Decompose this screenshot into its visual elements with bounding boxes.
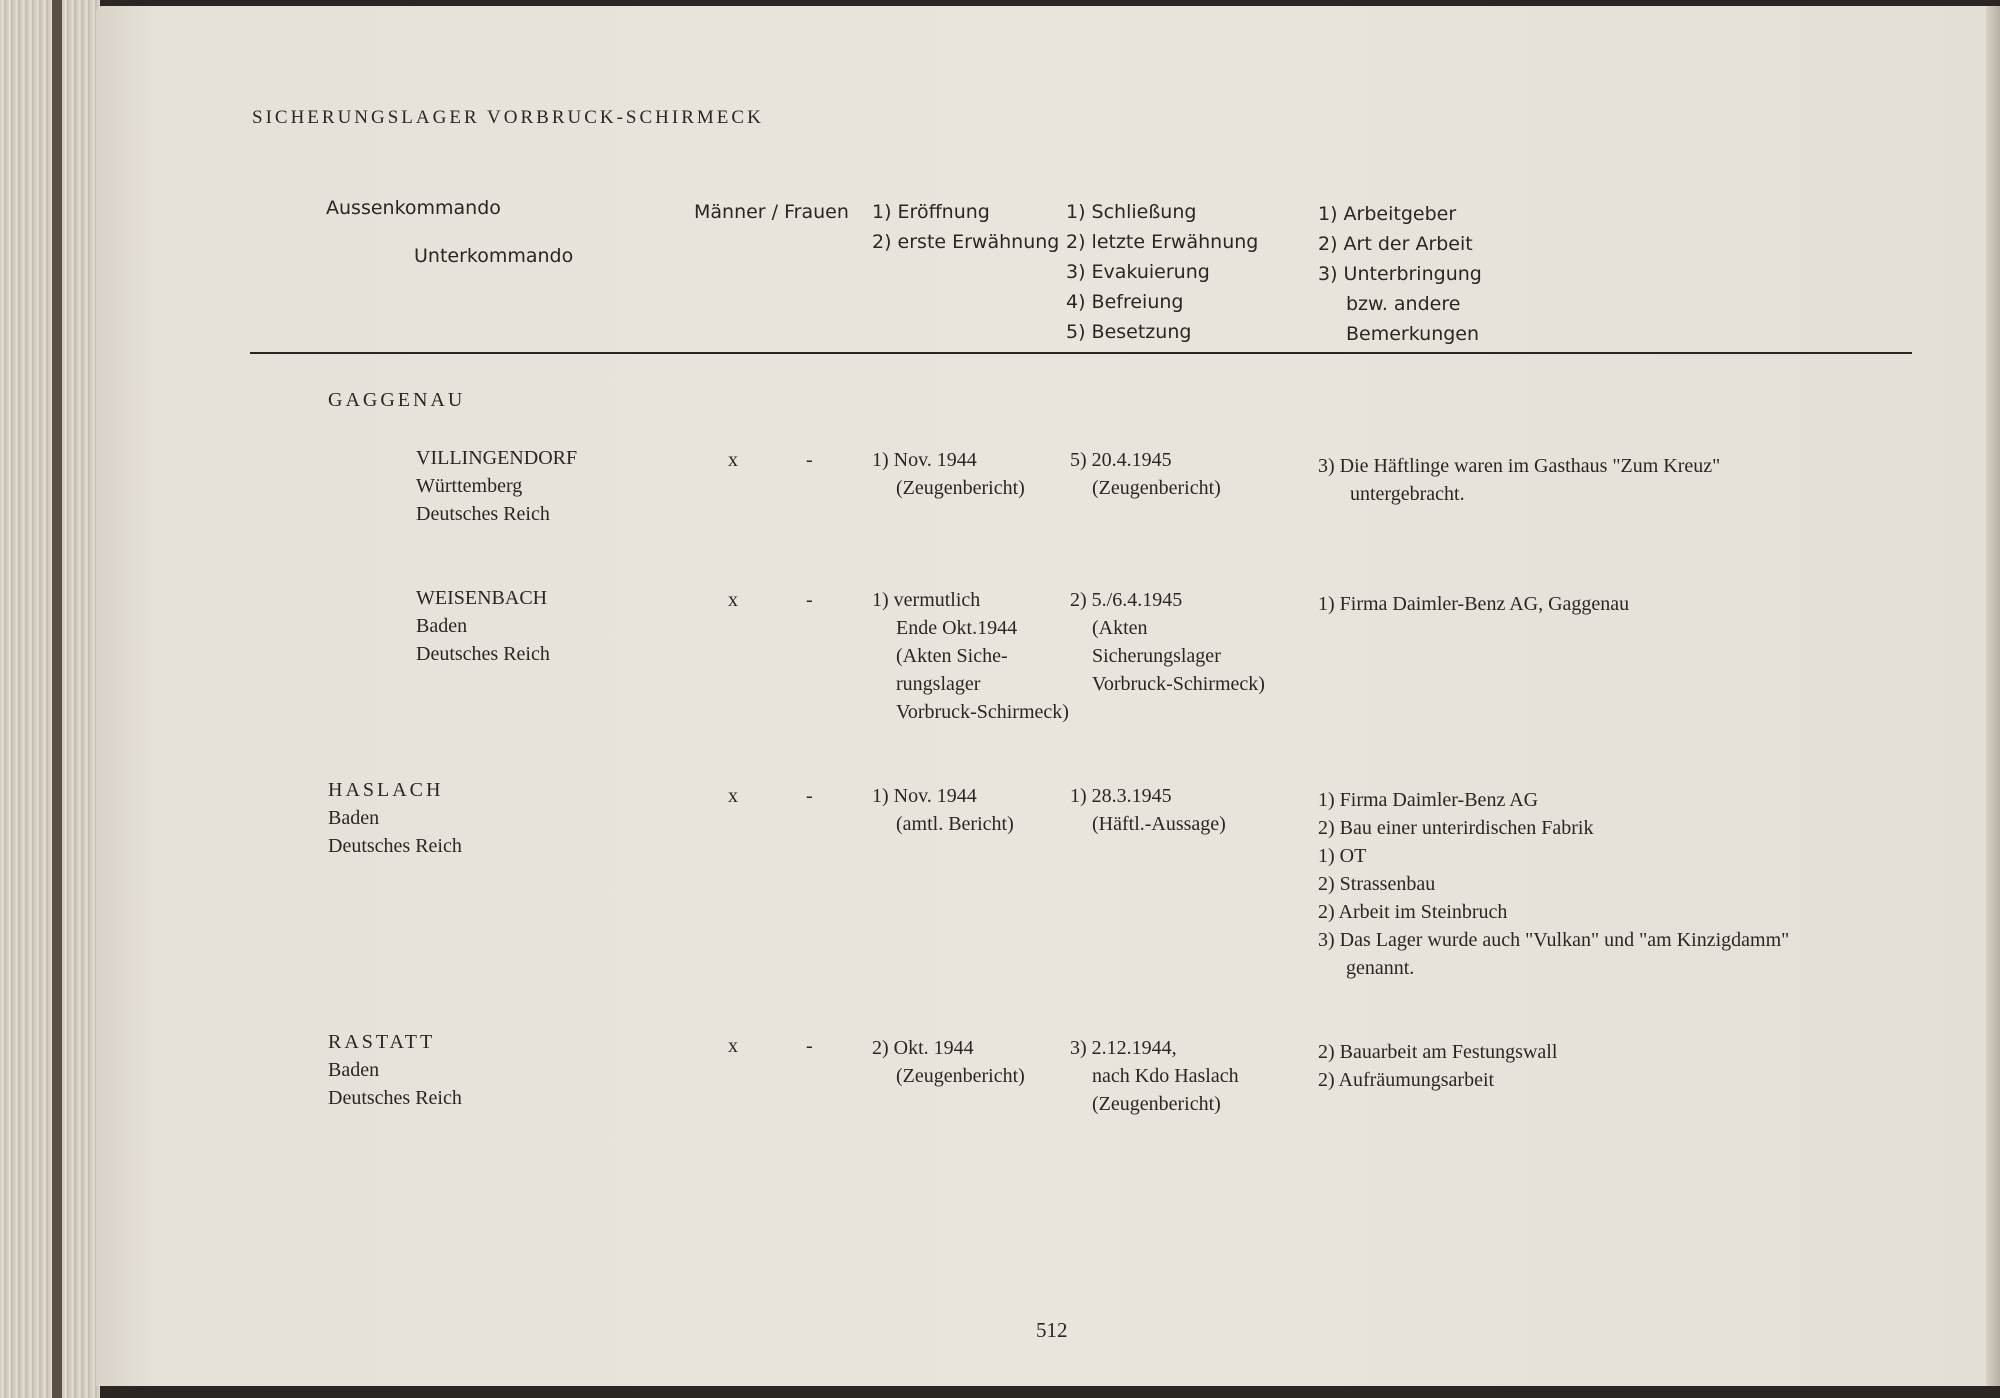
- women-mark: -: [806, 449, 813, 471]
- men-mark: x: [728, 589, 738, 611]
- closing-source: Vorbruck-Schirmeck): [1092, 673, 1265, 695]
- region: Baden: [328, 1059, 380, 1081]
- remarks-line: 1) Firma Daimler-Benz AG, Gaggenau: [1318, 593, 1630, 615]
- header-aussenkommando: Aussenkommando: [326, 197, 501, 219]
- men-mark: x: [728, 1035, 738, 1057]
- country: Deutsches Reich: [416, 503, 550, 525]
- opening-source: (Akten Siche-: [896, 645, 1008, 667]
- remarks-line: 2) Arbeit im Steinbruch: [1318, 901, 1508, 923]
- header-unterkommando: Unterkommando: [414, 245, 574, 267]
- remarks-line: 2) Strassenbau: [1318, 873, 1436, 895]
- header-bzw-andere: bzw. andere: [1346, 293, 1461, 315]
- closing-date: 3) 2.12.1944,: [1070, 1037, 1177, 1059]
- opening-source: (amtl. Bericht): [896, 813, 1014, 835]
- country: Deutsches Reich: [328, 835, 462, 857]
- remarks-line: 2) Bauarbeit am Festungswall: [1318, 1041, 1558, 1063]
- opening-source: (Zeugenbericht): [896, 1065, 1025, 1087]
- header-eroeffnung: 1) Eröffnung: [872, 201, 990, 223]
- opening-source: (Zeugenbericht): [896, 477, 1025, 499]
- header-letzte-erwaehnung: 2) letzte Erwähnung: [1066, 231, 1259, 253]
- header-bemerkungen: Bemerkungen: [1346, 323, 1480, 345]
- header-schliessung: 1) Schließung: [1066, 201, 1197, 223]
- aussenkommando-name: RASTATT: [328, 1031, 436, 1053]
- closing-date: 5) 20.4.1945: [1070, 449, 1172, 471]
- header-art-der-arbeit: 2) Art der Arbeit: [1318, 233, 1473, 255]
- region: Württemberg: [416, 475, 523, 497]
- header-rule: [250, 352, 1912, 354]
- book-page: [96, 6, 2000, 1386]
- unterkommando-name: VILLINGENDORF: [416, 447, 578, 469]
- remarks-line: 3) Die Häftlinge waren im Gasthaus "Zum Kreuz": [1318, 455, 1721, 477]
- opening-detail: Ende Okt.1944: [896, 617, 1018, 639]
- closing-source: (Zeugenbericht): [1092, 1093, 1221, 1115]
- men-mark: x: [728, 449, 738, 471]
- remarks-line: untergebracht.: [1350, 483, 1465, 505]
- header-besetzung: 5) Besetzung: [1066, 321, 1192, 343]
- opening-source: rungslager: [896, 673, 981, 695]
- remarks-line: 1) Firma Daimler-Benz AG: [1318, 789, 1539, 811]
- header-arbeitgeber: 1) Arbeitgeber: [1318, 203, 1457, 225]
- opening-date: 2) Okt. 1944: [872, 1037, 974, 1059]
- closing-source: (Häftl.-Aussage): [1092, 813, 1226, 835]
- region: Baden: [328, 807, 380, 829]
- header-maenner-frauen: Männer / Frauen: [694, 201, 849, 223]
- women-mark: -: [806, 589, 813, 611]
- header-unterbringung: 3) Unterbringung: [1318, 263, 1482, 285]
- opening-source: Vorbruck-Schirmeck): [896, 701, 1069, 723]
- closing-source: Sicherungslager: [1092, 645, 1221, 667]
- opening-date: 1) vermutlich: [872, 589, 981, 611]
- region: Baden: [416, 615, 468, 637]
- opening-date: 1) Nov. 1944: [872, 449, 977, 471]
- header-erste-erwaehnung: 2) erste Erwähnung: [872, 231, 1060, 253]
- country: Deutsches Reich: [328, 1087, 462, 1109]
- closing-date: 2) 5./6.4.1945: [1070, 589, 1183, 611]
- header-evakuierung: 3) Evakuierung: [1066, 261, 1210, 283]
- book-page-edges: [0, 0, 100, 1398]
- men-mark: x: [728, 785, 738, 807]
- page-number: 512: [1036, 1318, 1068, 1342]
- women-mark: -: [806, 785, 813, 807]
- remarks-line: 3) Das Lager wurde auch "Vulkan" und "am Kinzigdamm": [1318, 929, 1790, 951]
- remarks-line: 1) OT: [1318, 845, 1367, 867]
- opening-date: 1) Nov. 1944: [872, 785, 977, 807]
- unterkommando-name: WEISENBACH: [416, 587, 548, 609]
- remarks-line: 2) Aufräumungsarbeit: [1318, 1069, 1495, 1091]
- closing-source: (Akten: [1092, 617, 1148, 639]
- closing-date: 1) 28.3.1945: [1070, 785, 1172, 807]
- country: Deutsches Reich: [416, 643, 550, 665]
- page-title: SICHERUNGSLAGER VORBRUCK-SCHIRMECK: [252, 107, 764, 128]
- aussenkommando-name: GAGGENAU: [328, 389, 466, 411]
- remarks-line: genannt.: [1346, 957, 1415, 979]
- remarks-line: 2) Bau einer unterirdischen Fabrik: [1318, 817, 1594, 839]
- header-befreiung: 4) Befreiung: [1066, 291, 1184, 313]
- aussenkommando-name: HASLACH: [328, 779, 444, 801]
- closing-source: (Zeugenbericht): [1092, 477, 1221, 499]
- closing-detail: nach Kdo Haslach: [1092, 1065, 1239, 1087]
- women-mark: -: [806, 1035, 813, 1057]
